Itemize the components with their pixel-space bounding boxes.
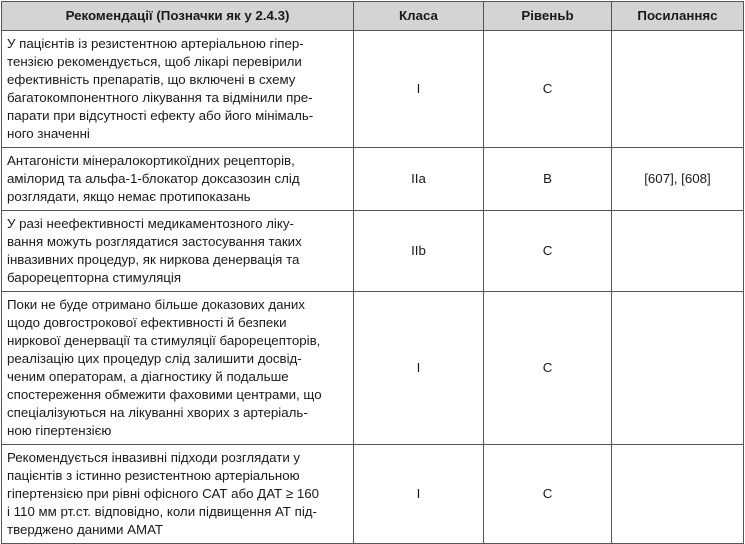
- text-line: барорецепторна стимуляція: [7, 270, 182, 285]
- text-line: інвазивних процедур, як ниркова денервація та: [7, 252, 300, 267]
- class-cell: I: [354, 445, 484, 544]
- recommendation-text: [2, 211, 354, 292]
- text-line: ного значенні: [7, 126, 90, 141]
- reference-cell: [612, 211, 744, 292]
- text-line: Антагоністи мінералокортикоїдних рецепторів,: [7, 153, 295, 168]
- recommendation-text: [2, 445, 354, 544]
- table-row: [2, 148, 744, 211]
- header-class: Класа: [354, 2, 484, 31]
- header-recommendations: Рекомендації (Позначки як у 2.4.3): [2, 2, 354, 31]
- text-line: спостереження обмежити фаховими центрами, що: [7, 387, 322, 402]
- text-line: ною гіпертензією: [7, 423, 112, 438]
- table-row: [2, 445, 744, 544]
- text-line: ченим операторам, а діагностику й подальше: [7, 369, 289, 384]
- text-line: ниркової денервації та стимуляції барорецепторів,: [7, 333, 321, 348]
- text-line: багатокомпонентного лікування та відмінили пре-: [7, 90, 313, 105]
- text-line: У разі неефективності медикаментозного ліку-: [7, 216, 294, 231]
- reference-cell: [612, 292, 744, 445]
- level-cell: C: [484, 31, 612, 148]
- text-line: Поки не буде отримано більше доказових даних: [7, 297, 305, 312]
- recommendations-table: [1, 1, 744, 544]
- table-row: [2, 31, 744, 148]
- table-row: [2, 292, 744, 445]
- header-level: Рівеньb: [484, 2, 612, 31]
- text-line: щодо довгострокової ефективності й безпеки: [7, 315, 287, 330]
- class-cell: I: [354, 31, 484, 148]
- text-line: парати при відсутності ефекту або його мінімаль-: [7, 108, 314, 123]
- reference-cell: [612, 445, 744, 544]
- text-line: спеціалізуються на лікуванні хворих з артеріаль-: [7, 405, 308, 420]
- text-line: гіпертензією при рівні офісного САТ або ДАТ ≥ 160: [7, 486, 320, 501]
- class-cell: IIb: [354, 211, 484, 292]
- text-line: амілорид та альфа-1-блокатор доксазозин слід: [7, 171, 300, 186]
- reference-cell: [612, 31, 744, 148]
- text-line: Рекомендується інвазивні підходи розглядати у: [7, 450, 301, 465]
- reference-cell: [607], [608]: [612, 148, 744, 211]
- recommendation-text: [2, 31, 354, 148]
- text-line: У пацієнтів із резистентною артеріальною гіпер-: [7, 36, 304, 51]
- class-cell: I: [354, 292, 484, 445]
- recommendation-text: [2, 292, 354, 445]
- text-line: розглядати, якщо немає протипоказань: [7, 189, 251, 204]
- text-line: ефективність препаратів, що включені в схему: [7, 72, 296, 87]
- level-cell: C: [484, 445, 612, 544]
- level-cell: C: [484, 292, 612, 445]
- text-line: і 110 мм рт.ст. відповідно, коли підвищення АТ під-: [7, 504, 317, 519]
- text-line: тверджено даними АМАТ: [7, 522, 164, 537]
- text-line: вання можуть розглядатися застосування таких: [7, 234, 302, 249]
- text-line: тензією рекомендується, щоб лікарі перевірили: [7, 54, 302, 69]
- level-cell: C: [484, 211, 612, 292]
- table-header-row: [2, 2, 744, 31]
- text-line: реалізацію цих процедур слід залишити досвід-: [7, 351, 302, 366]
- header-references: Посиланняс: [612, 2, 744, 31]
- class-cell: IIa: [354, 148, 484, 211]
- text-line: пацієнтів з істинно резистентною артеріальною: [7, 468, 300, 483]
- level-cell: B: [484, 148, 612, 211]
- table-row: [2, 211, 744, 292]
- recommendation-text: [2, 148, 354, 211]
